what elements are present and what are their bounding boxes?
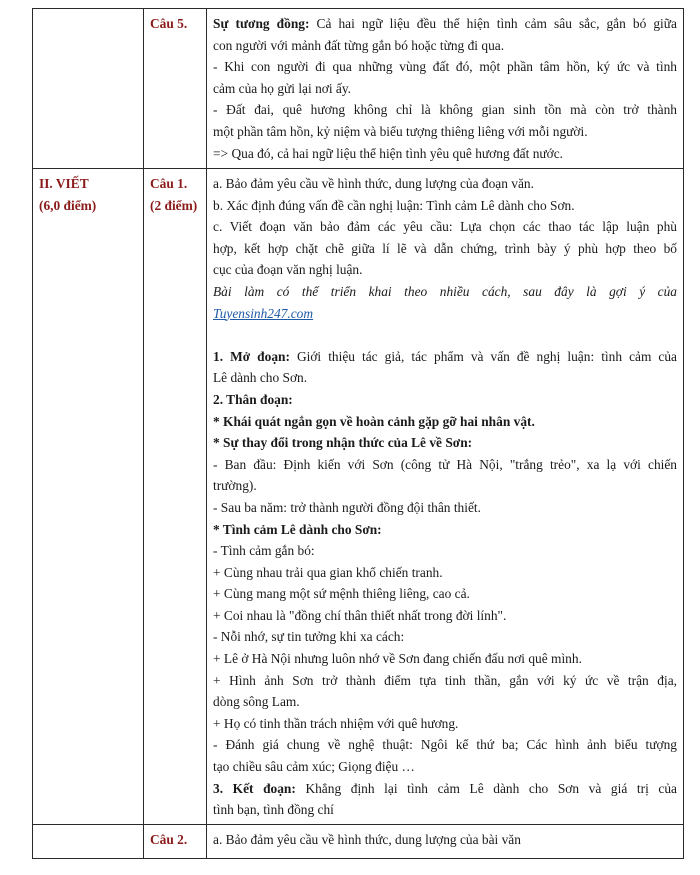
intro-line: 1. Mở đoạn: Giới thiệu tác giả, tác phẩm và vấn đề nghị luận: tình cảm của bbox=[213, 348, 677, 364]
suggestion-line: Bài làm có thể triển khai theo nhiều cách, sau đây là gợi ý của bbox=[213, 283, 677, 299]
answer-line: cảm của họ gửi lại nơi ấy. bbox=[213, 80, 352, 96]
answer-line: + Cùng nhau trải qua gian khổ chiến tranh. bbox=[213, 564, 443, 580]
answer-line: => Qua đó, cả hai ngữ liệu thể hiện tình yêu quê hương đất nước. bbox=[213, 145, 564, 161]
body-point: * Khái quát ngắn gọn về hoàn cảnh gặp gỡ hai nhân vật. bbox=[213, 413, 535, 429]
answer-line: cục của đoạn văn nghị luận. bbox=[213, 262, 363, 278]
answer-line: con người với mảnh đất từng gắn bó hoặc từng đi qua. bbox=[213, 37, 505, 53]
answer-line: một phần tâm hồn, kỷ niệm và biểu tượng thiêng liêng với mỗi người. bbox=[213, 123, 588, 139]
answer-line: + Hình ảnh Sơn trở thành điểm tựa tinh thần, gắn với ký ức về trận địa, bbox=[213, 672, 677, 688]
answer-line: - Nỗi nhớ, sự tin tưởng khi xa cách: bbox=[213, 629, 405, 645]
section-cell bbox=[33, 169, 144, 825]
answer-cell bbox=[207, 824, 684, 858]
answer-line: - Sau ba năm: trở thành người đồng đội thân thiết. bbox=[213, 499, 481, 515]
spacer bbox=[213, 324, 677, 346]
table-row-cau-5 bbox=[33, 9, 684, 169]
table-row-viet-cau-1 bbox=[33, 169, 684, 825]
answer-line: trường). bbox=[213, 478, 257, 494]
answer-cell bbox=[207, 169, 684, 825]
question-label: Câu 2. bbox=[150, 831, 188, 847]
answer-cell bbox=[207, 9, 684, 169]
answer-line: - Tình cảm gắn bó: bbox=[213, 543, 315, 559]
answer-line: tình bạn, tình đồng chí bbox=[213, 802, 334, 818]
question-cell bbox=[144, 824, 207, 858]
section-cell-empty bbox=[33, 824, 144, 858]
body-heading: 2. Thân đoạn: bbox=[213, 391, 293, 407]
similarity-line: Sự tương đồng: Cả hai ngữ liệu đều thể hiện tình cảm sâu sắc, gắn bó giữa bbox=[213, 16, 677, 31]
question-cell bbox=[144, 169, 207, 825]
question-points: (2 điểm) bbox=[150, 197, 198, 213]
answer-line: - Đánh giá chung về nghệ thuật: Ngôi kể thứ ba; Các hình ảnh biểu tượng bbox=[213, 737, 677, 753]
answer-line: + Họ có tinh thần trách nhiệm với quê hương. bbox=[213, 715, 459, 731]
answer-line: + Coi nhau là "đồng chí thân thiết nhất trong đời lính". bbox=[213, 607, 507, 623]
source-link[interactable]: Tuyensinh247.com bbox=[213, 305, 314, 321]
answer-line: - Ban đầu: Định kiến với Sơn (công tử Hà Nội, "trắng trẻo", xa lạ với chiến bbox=[213, 456, 677, 472]
answer-line: a. Bảo đảm yêu cầu về hình thức, dung lượng của bài văn bbox=[213, 831, 521, 847]
section-points: (6,0 điểm) bbox=[39, 197, 97, 213]
answer-line: - Khi con người đi qua những vùng đất đó, một phần tâm hồn, ký ức và tình bbox=[213, 59, 677, 75]
answer-line: + Cùng mang một sứ mệnh thiêng liêng, cao cả. bbox=[213, 586, 470, 602]
answer-line: tạo chiều sâu cảm xúc; Giọng điệu … bbox=[213, 759, 415, 775]
body-point: * Sự thay đổi trong nhận thức của Lê về Sơn: bbox=[213, 435, 473, 451]
body-point: * Tình cảm Lê dành cho Sơn: bbox=[213, 521, 382, 537]
answer-line: + Lê ở Hà Nội nhưng luôn nhớ về Sơn đang chiến đấu nơi quê mình. bbox=[213, 651, 582, 667]
answer-line: dòng sông Lam. bbox=[213, 694, 300, 710]
question-label: Câu 1. bbox=[150, 176, 188, 191]
section-title: II. VIẾT bbox=[39, 176, 89, 191]
answer-line: b. Xác định đúng vấn đề cần nghị luận: Tình cảm Lê dành cho Sơn. bbox=[213, 197, 575, 213]
answer-line: - Đất đai, quê hương không chỉ là không gian sinh tồn mà còn trở thành bbox=[213, 102, 677, 118]
answer-line: a. Bảo đảm yêu cầu về hình thức, dung lượng của đoạn văn. bbox=[213, 176, 534, 191]
conclusion-line: 3. Kết đoạn: Khẳng định lại tình cảm Lê dành cho Sơn và giá trị của bbox=[213, 780, 677, 796]
question-label: Câu 5. bbox=[150, 16, 188, 31]
section-cell-empty bbox=[33, 9, 144, 169]
answer-line: hợp, kết hợp chặt chẽ giữa lí lẽ và dẫn chứng, trình bày ý phù hợp theo bố bbox=[213, 240, 677, 256]
question-cell bbox=[144, 9, 207, 169]
answer-line: Lê dành cho Sơn. bbox=[213, 370, 308, 386]
answer-line: c. Viết đoạn văn bảo đảm các yêu cầu: Lựa chọn các thao tác lập luận phù bbox=[213, 219, 677, 235]
suggestion-link-line bbox=[213, 303, 677, 325]
table-row-cau-2 bbox=[33, 824, 684, 858]
answer-key-table bbox=[32, 8, 683, 859]
